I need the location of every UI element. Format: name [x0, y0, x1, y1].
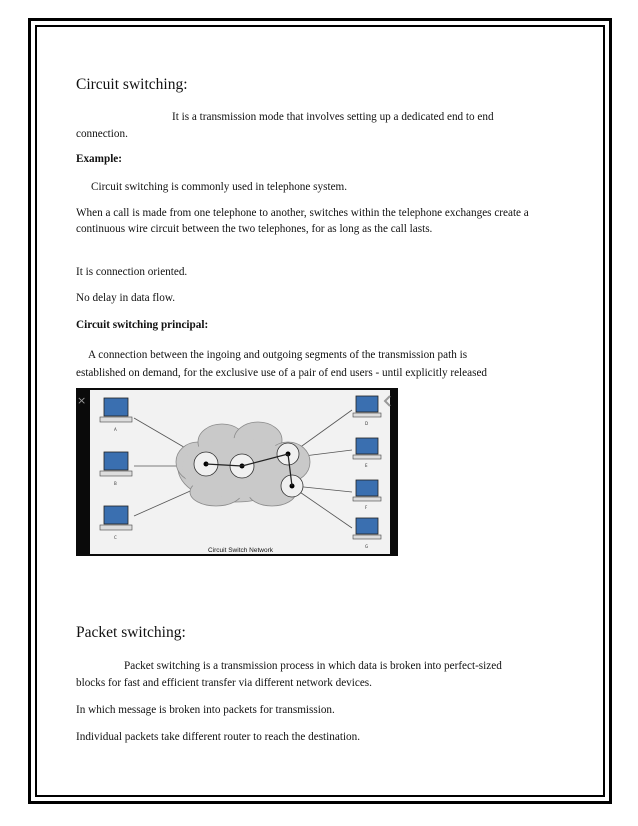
node-label: D [365, 421, 369, 426]
computer-icon [100, 506, 132, 530]
computer-icon [100, 398, 132, 422]
packet-switching-heading: Packet switching: [76, 624, 186, 641]
circuit-principal-label: Circuit switching principal: [76, 319, 209, 331]
close-icon [77, 394, 86, 407]
computer-icon [353, 396, 381, 417]
computer-icon [100, 452, 132, 476]
circuit-point-no-delay: No delay in data flow. [76, 292, 175, 304]
node-label: F [365, 505, 368, 510]
node-label: E [365, 463, 368, 468]
packet-intro-line-2: blocks for fast and efficient transfer via different network devices. [76, 677, 372, 689]
node-label: G [365, 544, 369, 549]
figure-caption: Circuit Switch Network [208, 547, 274, 554]
packet-point-broken-into-packets: In which message is broken into packets for transmission. [76, 704, 335, 716]
example-text: Circuit switching is commonly used in telephone system. [91, 181, 348, 193]
node-label: B [114, 481, 117, 486]
circuit-principal-line-2: established on demand, for the exclusive use of a pair of end users - until explicitly released [76, 367, 488, 379]
circuit-intro-line-1: It is a transmission mode that involves setting up a dedicated end to end [172, 111, 494, 123]
computer-icon [353, 480, 381, 501]
computer-icon [353, 518, 381, 539]
svg-text:×: × [77, 394, 87, 407]
circuit-principal-line-1: A connection between the ingoing and outgoing segments of the transmission path is [88, 349, 468, 361]
packet-point-different-router: Individual packets take different router to reach the destination. [76, 731, 361, 743]
node-label: C [114, 535, 117, 540]
node-label: A [114, 427, 117, 432]
circuit-point-connection-oriented: It is connection oriented. [76, 266, 188, 278]
circuit-intro-line-2: connection. [76, 128, 128, 140]
circuit-switch-network-figure [76, 388, 398, 556]
circuit-network-diagram [76, 388, 398, 556]
circuit-switching-heading: Circuit switching: [76, 76, 188, 93]
packet-intro-line-1: Packet switching is a transmission process in which data is broken into perfect-sized [124, 660, 502, 672]
example-label: Example: [76, 153, 122, 165]
computer-icon [353, 438, 381, 459]
circuit-detail-paragraph: When a call is made from one telephone to another, switches within the telephone exchanges create a continuous wire circuit between the two telephones, for as long as the call lasts. [76, 207, 529, 235]
